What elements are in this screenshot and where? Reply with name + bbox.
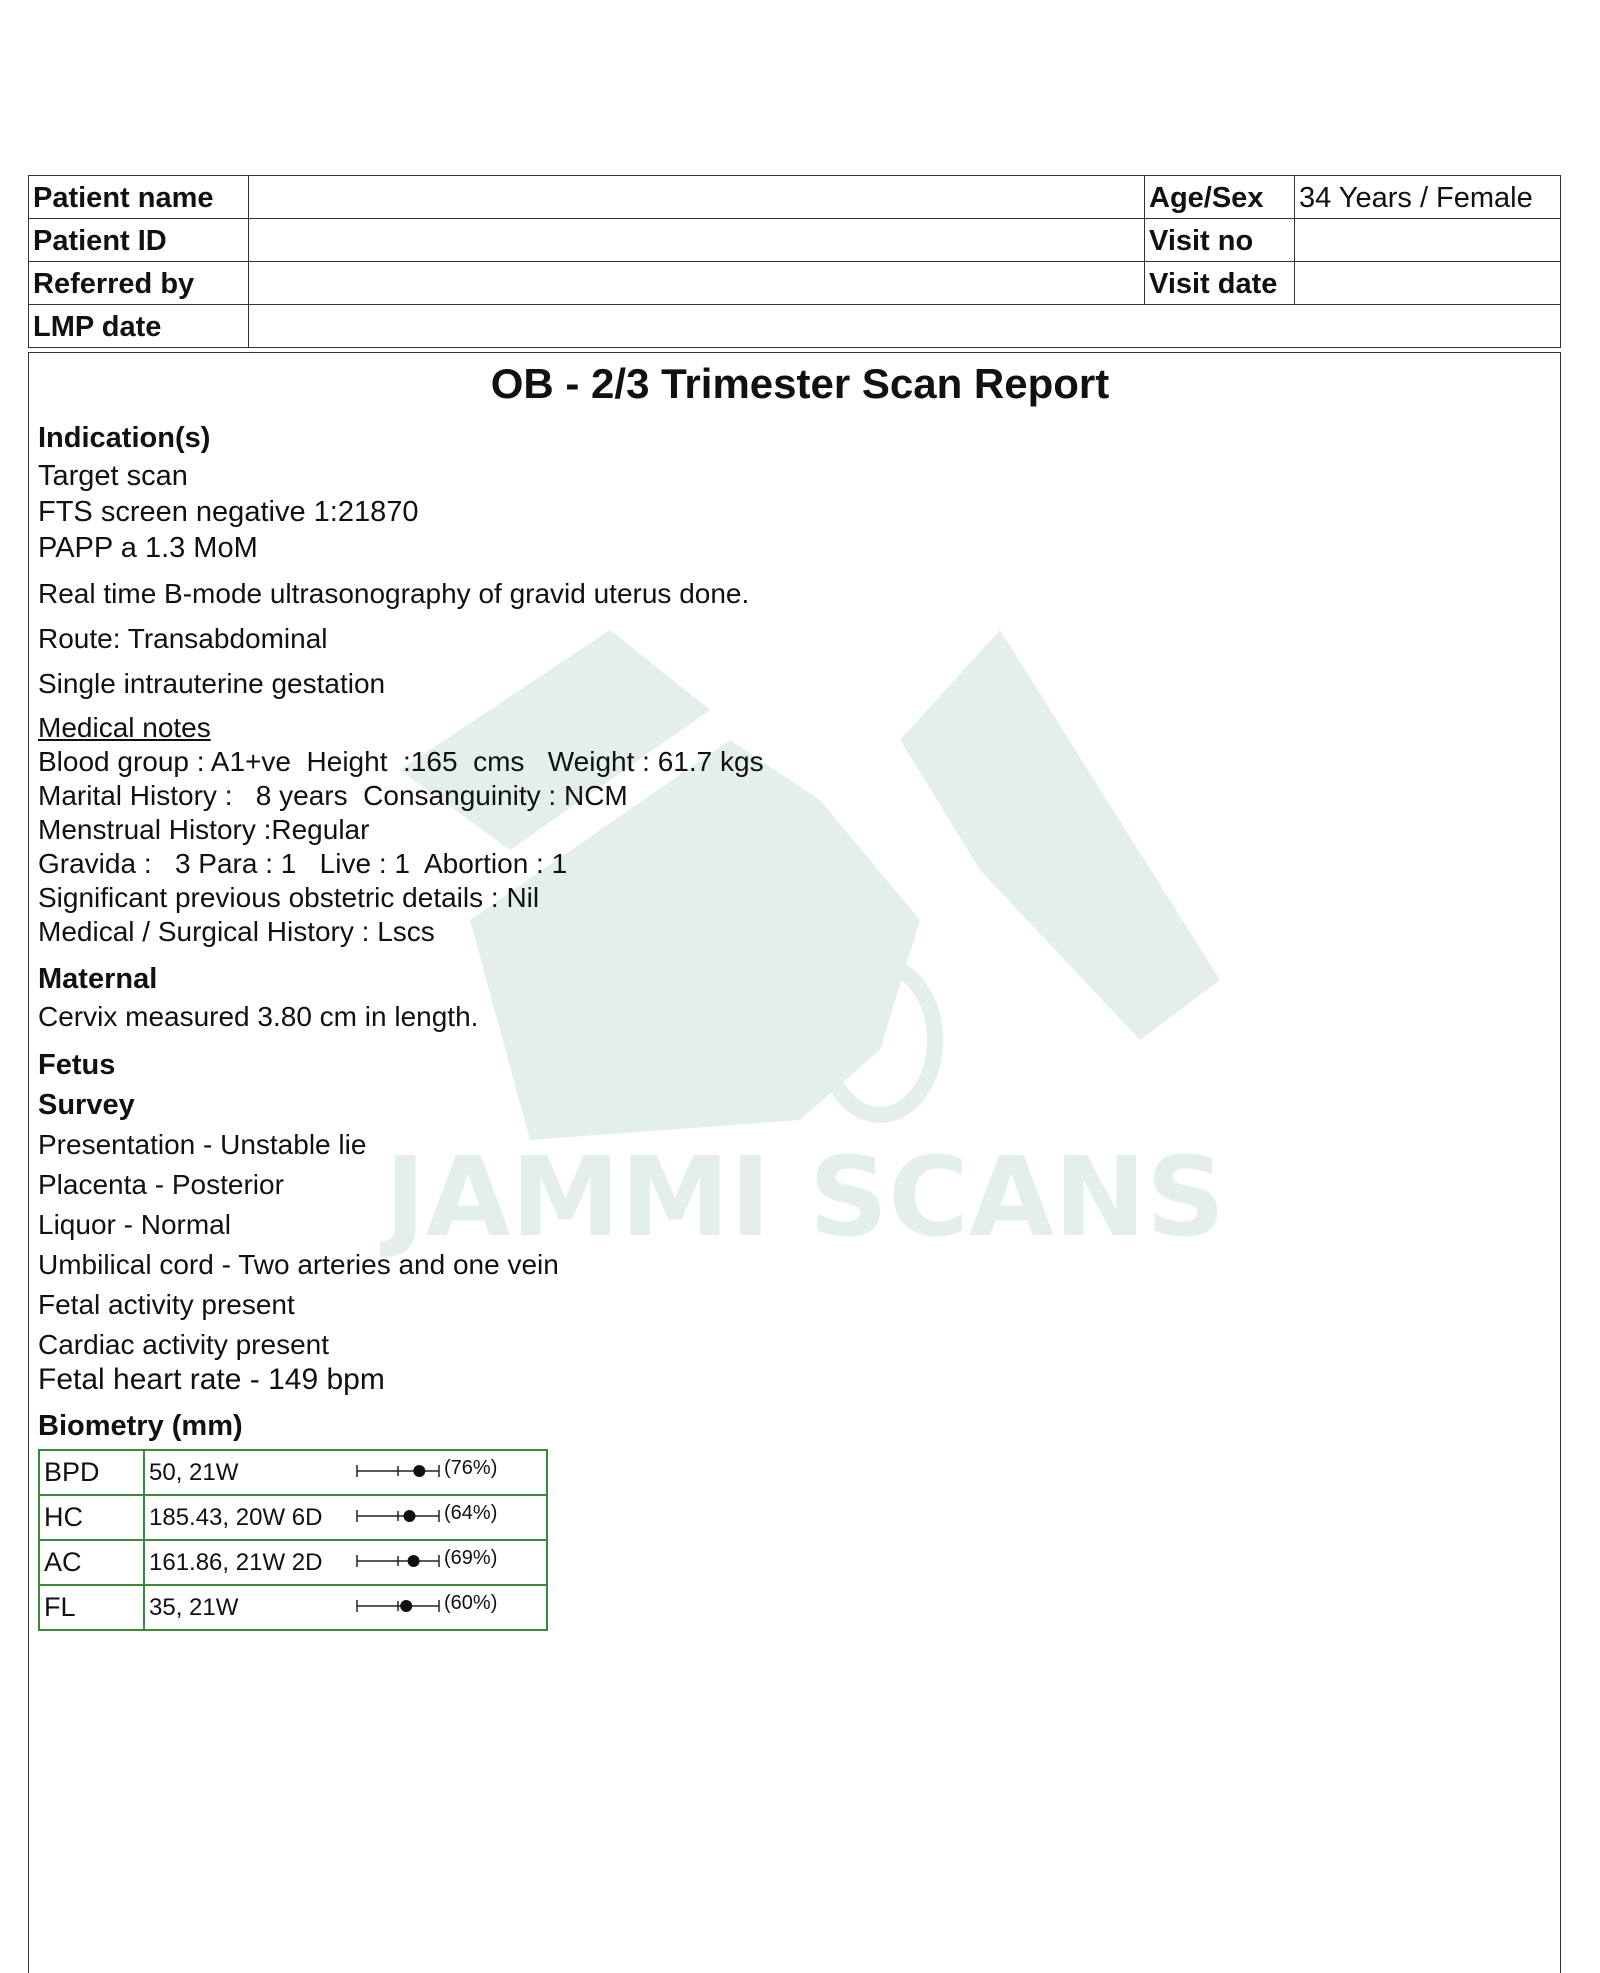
lmp-date-label: LMP date [29,305,249,348]
watermark-text: JAMMI SCANS [384,1133,1226,1260]
report-title: OB - 2/3 Trimester Scan Report [490,360,1110,407]
watermark-logo [380,620,1230,1260]
visit-no-label: Visit no [1145,219,1295,262]
biometry-value-cell [144,1540,547,1585]
medical-note-line: Gravida : 3 Para : 1 Live : 1 Abortion : 1 [38,848,568,879]
route-text: Route: Transabdominal [38,623,328,654]
medical-notes-heading: Medical notes [38,712,211,743]
fetal-heart-rate: Fetal heart rate - 149 bpm [38,1363,385,1396]
header-row-id [29,219,1561,262]
medical-note-line: Menstrual History :Regular [38,814,370,845]
maternal-heading: Maternal [38,963,158,995]
percentile-gauge-icon [353,1459,443,1483]
biometry-table [38,1449,548,1631]
survey-item: Fetal activity present [38,1289,295,1320]
patient-header-table [28,175,1561,348]
biometry-row [39,1450,547,1495]
biometry-heading: Biometry (mm) [38,1410,243,1442]
maternal-text: Cervix measured 3.80 cm in length. [38,1001,479,1032]
gauge-percentile-dot [400,1600,412,1612]
medical-note-line: Blood group : A1+ve Height :165 cms Weight : 61.7 kgs [38,746,764,777]
biometry-param: AC [39,1540,144,1585]
survey-item: Cardiac activity present [38,1329,330,1360]
percentile-gauge-icon [353,1549,443,1573]
percentile-gauge-icon [353,1504,443,1528]
lmp-date-value [249,305,1561,348]
watermark-fan-right [900,630,1220,1040]
biometry-value-cell [144,1450,547,1495]
biometry-param: HC [39,1495,144,1540]
survey-item: Presentation - Unstable lie [38,1129,367,1160]
age-sex-value: 34 Years / Female [1295,176,1561,219]
indications-heading: Indication(s) [38,422,211,454]
gauge-percentile-dot [408,1555,420,1567]
patient-name-label: Patient name [29,176,249,219]
indication-item: PAPP a 1.3 MoM [38,532,258,564]
biometry-value-cell [144,1585,547,1630]
medical-note-line: Significant previous obstetric details : Nil [38,882,540,913]
patient-id-label: Patient ID [29,219,249,262]
medical-note-line: Medical / Surgical History : Lscs [38,916,435,947]
visit-date-value [1295,262,1561,305]
biometry-param: BPD [39,1450,144,1495]
gauge-percentile-dot [403,1510,415,1522]
biometry-percentile: (69%) [444,1547,498,1569]
procedure-text: Real time B-mode ultrasonography of gravid uterus done. [38,578,750,609]
survey-heading: Survey [38,1089,135,1121]
biometry-value: 50, 21W [149,1458,239,1486]
biometry-value: 161.86, 21W 2D [149,1548,323,1576]
referred-by-value [249,262,1145,305]
indication-item: Target scan [38,460,188,492]
biometry-row [39,1585,547,1630]
biometry-row [39,1540,547,1585]
biometry-percentile: (64%) [444,1502,498,1524]
survey-item: Umbilical cord - Two arteries and one vein [38,1249,559,1280]
biometry-percentile: (60%) [444,1592,498,1614]
biometry-percentile: (76%) [444,1457,498,1479]
patient-name-value [249,176,1145,219]
percentile-gauge-icon [353,1594,443,1618]
gestation-text: Single intrauterine gestation [38,668,386,699]
fetus-heading: Fetus [38,1049,116,1081]
header-row-lmp [29,305,1561,348]
biometry-value-cell [144,1495,547,1540]
indication-item: FTS screen negative 1:21870 [38,496,419,528]
biometry-value: 35, 21W [149,1593,239,1621]
visit-date-label: Visit date [1145,262,1295,305]
survey-item: Liquor - Normal [38,1209,231,1240]
header-row-referred [29,262,1561,305]
medical-note-line: Marital History : 8 years Consanguinity : NCM [38,780,628,811]
referred-by-label: Referred by [29,262,249,305]
age-sex-label: Age/Sex [1145,176,1295,219]
patient-id-value [249,219,1145,262]
visit-no-value [1295,219,1561,262]
header-row-name [29,176,1561,219]
gauge-percentile-dot [413,1465,425,1477]
biometry-param: FL [39,1585,144,1630]
biometry-value: 185.43, 20W 6D [149,1503,323,1531]
biometry-row [39,1495,547,1540]
survey-item: Placenta - Posterior [38,1169,284,1200]
